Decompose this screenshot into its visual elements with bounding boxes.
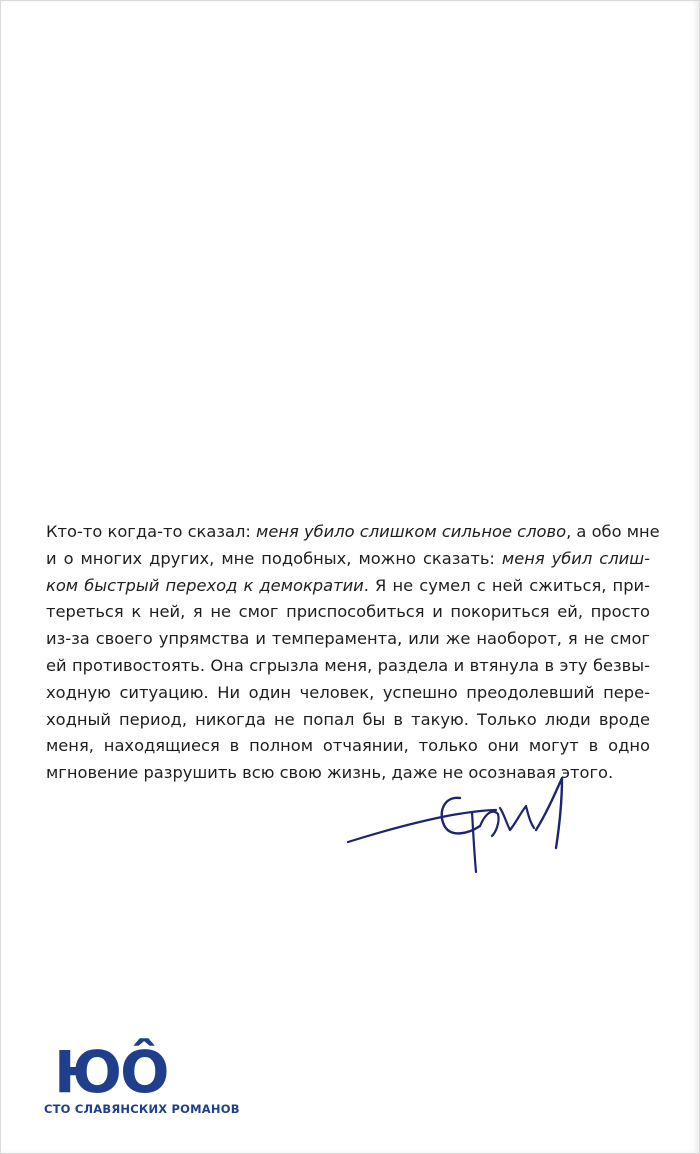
blurb-quote: ком быстрый переход к демократии xyxy=(46,575,364,595)
blurb-text: мгновение разрушить всю свою жизнь, даже не осознавая этого. xyxy=(46,763,614,783)
blurb-text: ходную ситуацию. Ни один человек, успешно преодолевший пере- xyxy=(46,682,650,702)
blurb-text: и о многих других, мне подобных, можно сказать: xyxy=(46,548,502,568)
series-logo-mark xyxy=(54,1026,184,1098)
series-logo-text: ЮÔ xyxy=(54,1038,168,1098)
series-tagline-rest: СЛАВЯНСКИХ РОМАНОВ xyxy=(70,1102,240,1116)
blurb-text: тереться к ней, я не смог приспособиться и покориться ей, просто xyxy=(46,602,650,622)
blurb-line xyxy=(46,653,650,680)
blurb-line xyxy=(46,573,650,600)
blurb-line xyxy=(46,519,660,546)
blurb-text: из-за своего упрямства и темперамента, или же наоборот, я не смог xyxy=(46,629,650,649)
blurb-line xyxy=(46,599,650,626)
blurb-quote: меня убил слиш- xyxy=(501,548,651,568)
blurb-line xyxy=(46,733,650,760)
blurb-quote: меня убило слишком сильное слово xyxy=(256,522,567,541)
back-cover-blurb xyxy=(46,519,660,787)
blurb-text: Кто-то когда-то сказал: xyxy=(46,522,257,541)
series-tagline xyxy=(44,1102,240,1116)
blurb-line xyxy=(46,626,650,653)
blurb-line xyxy=(46,707,650,734)
blurb-text: , а обо мне xyxy=(566,522,660,541)
blurb-text: ей противостоять. Она сгрызла меня, раздела и втянула в эту безвы- xyxy=(46,655,650,675)
series-tagline-first: СТО xyxy=(44,1102,71,1116)
blurb-line xyxy=(46,680,650,707)
blurb-text: меня, находящиеся в полном отчаянии, только они могут в одно xyxy=(46,736,650,756)
blurb-text: . Я не сумел с ней сжиться, при- xyxy=(363,575,650,595)
series-logo xyxy=(44,1026,284,1122)
blurb-text: ходный период, никогда не попал бы в такую. Только люди вроде xyxy=(46,709,650,729)
blurb-line xyxy=(46,546,650,573)
author-signature xyxy=(340,770,590,880)
